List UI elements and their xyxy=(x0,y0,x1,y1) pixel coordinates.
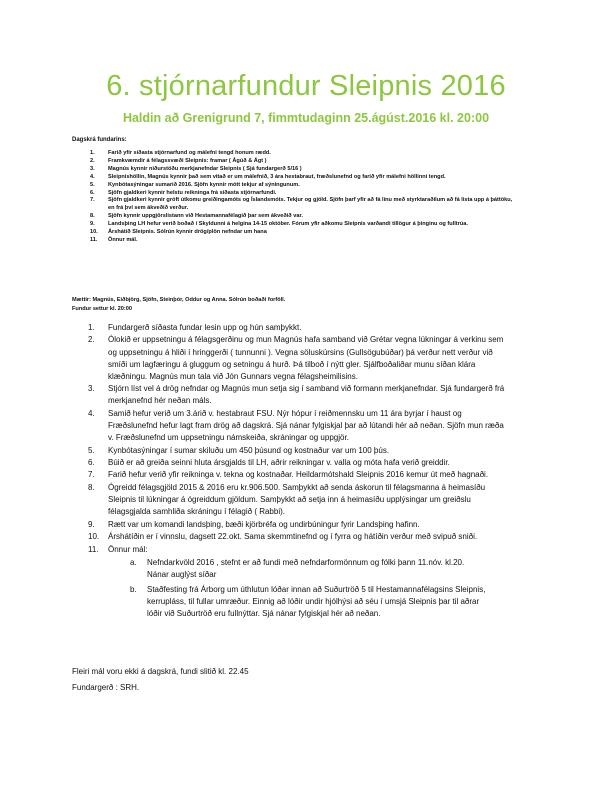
agenda-item-text: Sleipnishöllin, Magnús kynnir það sem vitað er um málefnið, 3 ára hestabraut, fræðslunefnd og farið yfir málefni höllinni tengd. xyxy=(108,173,446,180)
agenda-item-number: 2. xyxy=(90,157,95,164)
closing-block xyxy=(72,664,552,696)
agenda-item xyxy=(72,221,552,229)
agenda-item-number: 7. xyxy=(90,197,95,204)
minutes-item-text: Búið er að greiða seinni hluta ársgjalds til LH, aðrir reikningar v. valla og móta hafa verið greiddir. xyxy=(108,457,450,467)
minutes-item xyxy=(72,482,552,518)
agenda-item xyxy=(72,237,552,245)
minutes-item-number: 9. xyxy=(88,519,95,529)
minutes-item-text: Kynbótasýningar í sumar skiluðu um 450 þúsund og kostnaður var um 100 þús. xyxy=(108,445,390,455)
minutes-item-text: Ógreidd félagsgjöld 2015 & 2016 eru kr.906.500. Samþykkt að senda áskorun til félagsmanna á heimasíðu Sleipnis til lúkningar á ógreiddum gjöldum. Samþykkt að setja inn á heimasíðu upplýsingar um greiðslu félagsgjalda samhliða skráningu í félagið ( Rabbi). xyxy=(108,482,486,517)
attendees-line: Mættir: Magnús, Eiðbjörg, Sjöfn, Steinþór, Oddur og Anna. Sólrún boðaði forföll. xyxy=(72,297,286,303)
agenda-item-number: 3. xyxy=(90,165,95,172)
minutes-item-number: 5. xyxy=(88,445,95,455)
agenda-item-text: Sjöfn gjaldkeri kynnir gróft útkomu greiðingamóts og Íslandsmóts. Tekjur og gjöld. Sjöfn þarf yfir að fá línu með styrktaraðilum að fá lista upp á þáttöku, en frá því sem ákveðið verður. xyxy=(108,197,513,212)
minutes-item-number: 7. xyxy=(88,470,95,480)
minutes-item xyxy=(72,519,552,531)
minutes-item xyxy=(72,322,552,334)
agenda-item-number: 1. xyxy=(90,150,95,156)
agenda-item-number: 11. xyxy=(90,236,98,243)
agenda-item-text: Magnús kynnir niðurstöðu merkjanefndar Sleipnis ( Sjá fundargerð 5/16 ) xyxy=(108,165,302,172)
agenda-item-text: Landsþing LH hefur verið boðað í Skyldunni á helgina 14-15 október. Fórum yfir aðkomu Sleipnis varðandi tillögur á þinginu og fulltrúa. xyxy=(108,221,468,228)
minutes-item xyxy=(72,457,552,469)
agenda-list xyxy=(72,150,552,245)
minutes-item-text: Rætt var um komandi landsþing, bæði kjörbréfa og undirbúningur fyrir Landsþing hafinn. xyxy=(108,519,420,529)
minutes-item xyxy=(72,334,552,382)
minutes-item-number: 8. xyxy=(88,482,95,492)
minutes-item xyxy=(72,445,552,457)
minutes-item-text: Fundargerð síðasta fundar lesin upp og hún samþykkt. xyxy=(108,323,302,332)
agenda-item xyxy=(72,166,552,174)
secretary-line: Fundargerð : SRH. xyxy=(72,683,140,692)
agenda-item-text: Sjöfn kynnir uppgjörslistann við Hestamannafélagið þar sem ákveðið var. xyxy=(108,213,303,220)
minutes-item-text: Farið hefur verið yfir reikninga v. tekna og kostnaðar. Heildarmótshald Sleipnis 2016 kemur út með hagnaði. xyxy=(108,470,489,480)
agenda-item xyxy=(72,150,552,158)
agenda-item xyxy=(72,229,552,237)
minutes-item xyxy=(72,531,552,543)
agenda-item-text: Farið yfir síðasta stjórnarfund og málefni tengd honum rædd. xyxy=(108,150,271,156)
closing-line: Fleiri mál voru ekki á dagskrá, fundi slitið kl. 22.45 xyxy=(72,667,249,676)
minutes-item-number: 1. xyxy=(88,323,95,332)
meeting-start-line: Fundur settur kl. 20:00 xyxy=(72,306,132,312)
minutes-item-number: 10. xyxy=(88,532,100,542)
agenda-item-text: Árshátíð Sleipnis. Sólrún kynnir drög/plön nefndar um hana xyxy=(108,229,267,236)
other-matters-item-letter: a. xyxy=(130,557,137,567)
minutes-item-number: 3. xyxy=(88,384,95,394)
agenda-item-text: Önnur mál. xyxy=(108,236,138,243)
minutes-item-text: Stjórn líst vel á drög nefndar og Magnús mun setja sig í samband við formann merkjanefndar. Sjá fundargerð frá merkjanefnd hér neðan máls. xyxy=(108,384,505,406)
other-matters-block xyxy=(108,544,508,624)
document-title: 6. stjórnarfundur Sleipnis 2016 xyxy=(106,70,506,102)
agenda-item-number: 10. xyxy=(90,229,98,236)
other-matters-item-text: Staðfesting frá Árborg um úthlutun lóðar innan að Suðurtröð 5 til Hestamannafélagsins Sleipnis, kerrupláss, til fullar umræður. Einnig að lóðir undir hjólhýsi að séu í umsjá Sleipnis þar til aðrar lóðir við Suðurtröð eru fullnýttar. Sjá nánar fylgiskjal hér að neðan. xyxy=(147,584,486,619)
agenda-item-number: 6. xyxy=(90,189,95,196)
minutes-item-number: 2. xyxy=(88,335,95,345)
minutes-item-text: Árshátíðin er í vinnslu, dagsett 22.okt. Sama skemmtinefnd og í fyrra og hátíðin verður með svipuð sniði. xyxy=(108,532,478,542)
minutes-list xyxy=(72,322,552,624)
other-matters-item-text: Nefndarkvöld 2016 , stefnt er að fundi með nefndarformönnum og fólki þann 11.nóv. kl.20. Nánar auglýst síðar xyxy=(147,557,465,579)
document-subtitle: Haldin að Grenigrund 7, fimmtudaginn 25.ágúst.2016 kl. 20:00 xyxy=(122,111,490,125)
attendees-block xyxy=(72,296,552,314)
agenda-item xyxy=(72,213,552,221)
minutes-item-number: 6. xyxy=(88,457,95,467)
other-matters-item xyxy=(108,557,508,581)
agenda-item-text: Sjöfn gjaldkeri kynnir helstu reikninga frá síðasta stjórnarfundi. xyxy=(108,189,277,196)
minutes-item xyxy=(72,383,552,407)
minutes-item-number: 4. xyxy=(88,408,95,418)
agenda-item-number: 4. xyxy=(90,173,95,180)
agenda-item-text: Framkvæmdir á félagssvæði Sleipnis: framar ( Ágúð & Ágt ) xyxy=(108,157,267,164)
minutes-item-text: Ólokið er uppsetningu á félagsgerðinu og mun Magnús hafa samband við Grétar vegna lúkningar á verkinu sem og uppsetningu á hliði í hringgerði ( tunnunni ). Vegna söluskúrsins (Gullsögubúðar) þá verður nett verður við smíði um lagfæringu á gluggum og setningu á hurð. Þá tilboð í nýtt gler. Sjálfboðaliðar munu síðan klára klæðningu. Magnús mun tala við Jón Gunnars vegna félagsheimilisins. xyxy=(108,335,504,381)
other-matters-list xyxy=(108,557,508,620)
other-matters-item xyxy=(108,584,508,620)
other-matters-item-letter: b. xyxy=(130,584,137,594)
agenda-item-number: 8. xyxy=(90,213,95,220)
agenda-heading: Dagskrá fundarins: xyxy=(72,137,127,143)
agenda-item xyxy=(72,182,552,190)
agenda-item-number: 9. xyxy=(90,221,95,228)
agenda-item xyxy=(72,174,552,182)
minutes-item-text: Samið hefur verið um 3.árið v. hestabraut FSU. Nýr hópur í reiðmennsku um 11 ára byrjar í haust og Fræðslunefnd hefur lagt fram drög að dagskrá. Sjá nánar fylgiskjal þar að lútandi hér að neðan. Sjöfn mun ræða v. Fræðslunefnd um uppsetningu námskeiða, skráningar og uppgjör. xyxy=(108,408,504,443)
minutes-item xyxy=(72,408,552,444)
minutes-item-text: Önnur mál: xyxy=(108,544,148,554)
minutes-item xyxy=(72,469,552,481)
minutes-item xyxy=(72,544,552,624)
agenda-item xyxy=(72,158,552,166)
minutes-item-number: 11. xyxy=(88,544,99,554)
agenda-item-number: 5. xyxy=(90,181,95,188)
agenda-item-text: Kynbótasýningar sumarið 2016. Sjöfn kynnir mótt tekjur af sýningunum. xyxy=(108,181,300,188)
agenda-item xyxy=(72,197,552,213)
